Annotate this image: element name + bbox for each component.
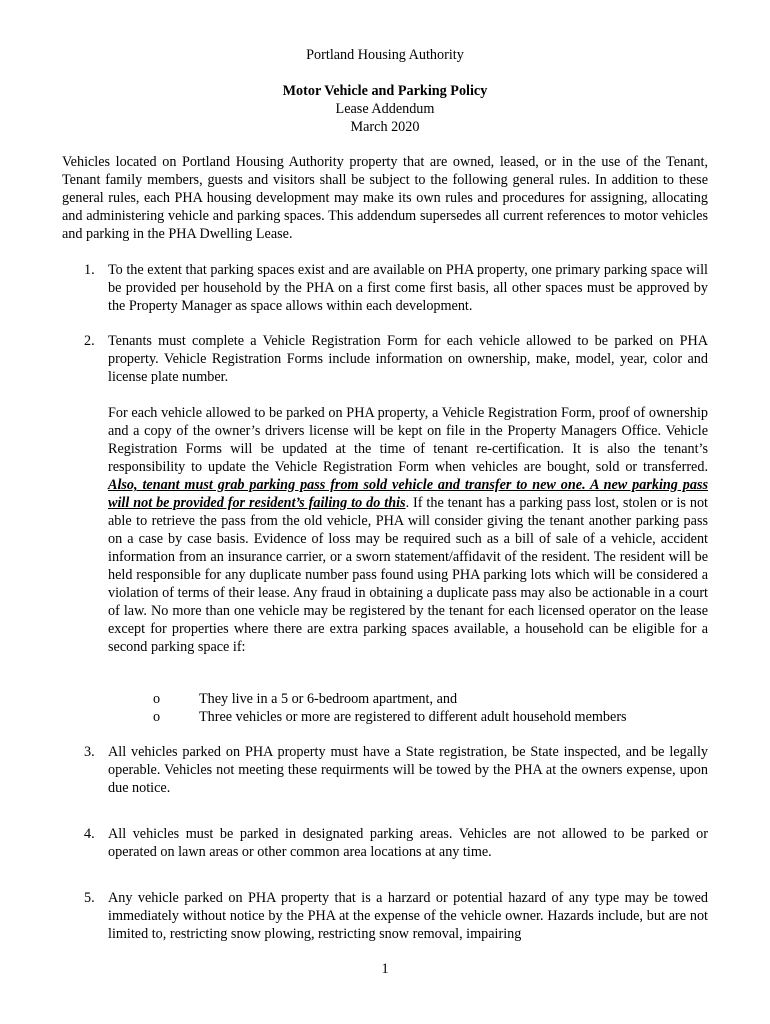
item-number: 4.	[84, 826, 95, 842]
item-number: 2.	[84, 333, 95, 349]
item-number: 5.	[84, 890, 95, 906]
item-text: Tenants must complete a Vehicle Registration Form for each vehicle allowed to be parked on PHA property. Vehicle Registration Forms include information on ownership, make, model, year, color and license plate number.	[108, 333, 708, 385]
emphasis-text: Also, tenant must grab parking pass from sold vehicle and transfer to new one. A new parking pass will not be provided for resident’s failing to do this	[108, 477, 708, 511]
page-number: 1	[381, 961, 389, 977]
item-text: To the extent that parking spaces exist and are available on PHA property, one primary parking space will be provided per household by the PHA on a first come first basis, all other spaces must be approved by the Property Manager as space allows within each development.	[108, 262, 708, 314]
document-subtitle: Lease Addendum	[335, 101, 435, 117]
item-text: All vehicles parked on PHA property must have a State registration, be State inspected, and be legally operable. Vehicles not meeting these requirments will be towed by the PHA at the owners expense, upon due notice.	[108, 744, 708, 796]
bullet-marker: o	[153, 709, 161, 725]
item-text: Any vehicle parked on PHA property that is a harzard or potential hazard of any type may be towed immediately without notice by the PHA at the expense of the vehicle owner. Hazards include, but are not limited to, restricting snow plowing, restricting snow removal, impairing	[108, 890, 708, 942]
intro-paragraph: Vehicles located on Portland Housing Authority property that are owned, leased, or in the use of the Tenant, Tenant family members, guests and visitors shall be subject to the following general rules. In addition to these general rules, each PHA housing development may make its own rules and procedures for assigning, allocating and administering vehicle and parking spaces. This addendum supersedes all current references to motor vehicles and parking in the PHA Dwelling Lease.	[62, 154, 708, 242]
item-text: All vehicles must be parked in designated parking areas. Vehicles are not allowed to be parked or operated on lawn areas or other common area locations at any time.	[108, 826, 708, 860]
item-number: 3.	[84, 744, 95, 760]
item-2-detail-paragraph	[108, 404, 708, 656]
item-number: 1.	[84, 262, 95, 278]
organization-name: Portland Housing Authority	[306, 47, 464, 63]
paragraph-text: . If the tenant has a parking pass lost, stolen or is not able to retrieve the pass from the old vehicle, PHA will consider giving the tenant another parking pass on a case by case basis. Evidence of loss may be required such as a bill of sale of a vehicle, accident information from an insurance carrier, or a sworn statement/affidavit of the resident. The resident will be held responsible for any duplicate number pass found using PHA parking lots which will be considered a violation of terms of their lease. Any fraud in obtaining a duplicate pass may also be actionable in a court of law. No more than one vehicle may be registered by the tenant for each licensed operator on the lease except for properties where there are extra parking spaces available, a household can be eligible for a second parking space if:	[108, 495, 708, 655]
bullet-text: Three vehicles or more are registered to different adult household members	[199, 709, 627, 725]
document-title: Motor Vehicle and Parking Policy	[282, 83, 488, 99]
paragraph-text: For each vehicle allowed to be parked on PHA property, a Vehicle Registration Form, proof of ownership and a copy of the owner’s drivers license will be kept on file in the Property Managers Office. Vehicle Registration Forms will be updated at the time of tenant re-certification. It is also the tenant’s responsibility to update the Vehicle Registration Form when vehicles are bought, sold or transferred.	[108, 405, 708, 475]
document-date: March 2020	[350, 119, 420, 135]
bullet-marker: o	[153, 691, 161, 707]
bullet-text: They live in a 5 or 6-bedroom apartment, and	[199, 691, 458, 707]
